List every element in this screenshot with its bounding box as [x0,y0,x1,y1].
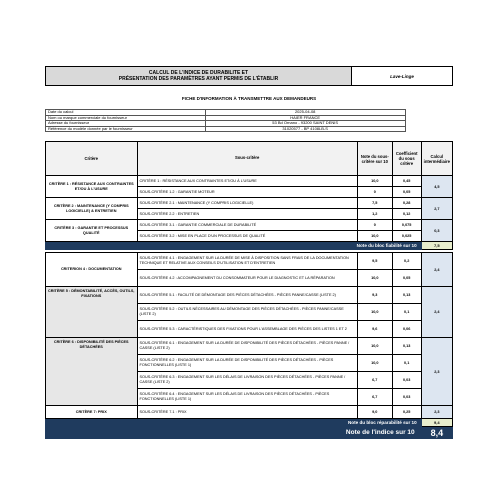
document-header [45,66,453,86]
coef-cell: 0,05 [392,187,421,198]
subcriteria-cell: SOUS-CRITÈRE 4.2 : ACCOMPAGNEMENT DU CONSOMMATEUR POUR LE DIAGNOSTIC ET LA RÉPARATION [137,270,357,287]
criteria-cell: CRITÈRE 2 : MAINTENANCE (Y COMPRIS LOGICIELLE) & ENTRETIEN [46,198,138,220]
intermediate-cell: 2,3 [421,406,452,419]
table-row [46,253,453,270]
intermediate-cell: 2,3 [421,338,452,406]
coef-cell: 0,075 [392,220,421,231]
col-header-coef: Coefficient du sous critère [392,142,421,176]
subcriteria-cell: SOUS-CRITÈRE 7.1 : PRIX [137,406,357,419]
table-header-row [46,142,453,176]
note-cell: 10,0 [357,270,392,287]
criteria-cell: CRITÈRE 3 : GARANTIE ET PROCESSUS QUALITÉ [46,220,138,242]
coef-cell: 0,13 [392,338,421,355]
info-value: 31020577 - BP 4108LB-S [205,126,405,132]
reparabilite-summary-row [46,419,453,427]
intermediate-cell: 2,4 [421,253,452,287]
table-row [46,220,453,231]
fiabilite-summary-row [46,242,453,250]
final-score-label: Note de l'indice sur 10 [46,427,422,439]
info-value: 2025-04-08 [205,110,405,116]
subcriteria-cell: SOUS-CRITÈRE 4.1 : ENGAGEMENT SUR LA DURÉE DE MISE À DISPOSITION SANS FRAIS DE LA DOCUMENTATION TECHNIQUE ET RELATIVE AUX CONSEILS D'UTILISATION ET D'ENTRETIEN [137,253,357,270]
note-cell: 9,5 [357,253,392,270]
note-cell: 6,7 [357,372,392,389]
subcriteria-cell: SOUS-CRITÈRE 6.3 : ENGAGEMENT SUR LES DÉLAIS DE LIVRAISON DES PIÈCES DÉTACHÉES - PIÈCES PANNE / CASSE (LISTE 2) [137,372,357,389]
product-type: Lave-Linge [390,73,414,79]
col-header-note: Note du sous-critère sur 10 [357,142,392,176]
subcriteria-cell: SOUS-CRITÈRE 5.2 : OUTILS NÉCESSAIRES AU DÉMONTAGE DES PIÈCES DÉTACHÉES - PIÈCES PANNE/CASSE (LISTE 2) [137,304,357,321]
coef-cell: 0,025 [392,231,421,242]
note-cell: 9,3 [357,287,392,304]
subcriteria-cell: SOUS-CRITÈRE 3.2 : MISE EN PLACE D'UN PROCESSUS DE QUALITÉ [137,231,357,242]
info-spacer [405,126,453,132]
subcriteria-cell: SOUS-CRITÈRE 3.1 : GARANTIE COMMERCIALE DE DURABILITÉ [137,220,357,231]
criteria-cell: CRITÈRE 6 : DISPONIBILITÉ DES PIÈCES DÉTACHÉES [46,338,138,406]
table-row [46,406,453,419]
subcriteria-cell: SOUS-CRITÈRE 5.3 : CARACTÉRISTIQUES DES FIXATIONS POUR L'ASSEMBLAGE DES PIÈCES DES LISTES 1 ET 2 [137,321,357,338]
table-row [46,176,453,187]
subcriteria-cell: SOUS-CRITÈRE 2.2 : ENTRETIEN [137,209,357,220]
intermediate-cell: 0,3 [421,220,452,242]
criteria-cell: CRITÈRE 5 : DÉMONTABILITÉ, ACCÈS, OUTILS, FIXATIONS [46,287,138,338]
info-label: Nom ou marque commerciale du fournisseur [46,115,206,121]
coef-cell: 0,1 [392,355,421,372]
note-cell: 10,0 [357,355,392,372]
intermediate-cell: 2,4 [421,287,452,338]
info-value: HAIER FRANCE [205,115,405,121]
info-row-reference [46,126,454,132]
note-cell: 0 [357,220,392,231]
note-cell: 10,0 [357,176,392,187]
criteria-cell: CRITÈRE 7: PRIX [46,406,138,419]
final-score-value: 8,4 [421,427,452,439]
subcriteria-cell: SOUS-CRITÈRE 6.4 : ENGAGEMENT SUR LES DÉLAIS DE LIVRAISON DES PIÈCES DÉTACHÉES - PIÈCES FONCTIONNELLES (LISTE 1) [137,389,357,406]
coef-cell: 0,28 [392,198,421,209]
reparabilite-value: 9,4 [421,419,452,427]
fiabilite-label: Note du bloc fiabilité sur 10 [46,242,422,250]
coef-cell: 0,1 [392,304,421,321]
coef-cell: 0,06 [392,321,421,338]
coef-cell: 0,2 [392,253,421,270]
coef-cell: 0,13 [392,287,421,304]
reparabilite-label: Note du bloc réparabilité sur 10 [46,419,422,427]
col-header-calc: Calcul intermédiaire [421,142,452,176]
note-cell: 10,0 [357,304,392,321]
coef-cell: 0,05 [392,270,421,287]
note-cell: 10,0 [357,338,392,355]
coef-cell: 0,03 [392,372,421,389]
title-line-2: PRÉSENTATION DES PARAMÈTRES AYANT PERMIS DE L'ÉTABLIR [118,76,279,82]
subcriteria-cell: CRITÈRE 1 : RÉSISTANCE AUX CONTRAINTES ET/OU À L'USURE [137,176,357,187]
coef-cell: 0,03 [392,389,421,406]
table-row [46,338,453,355]
table-row [46,287,453,304]
subcriteria-cell: SOUS-CRITÈRE 2.1 : MAINTENANCE (Y COMPRIS LOGICIELLE) [137,198,357,209]
subcriteria-cell: SOUS-CRITÈRE 6.1 : ENGAGEMENT SUR LA DURÉE DE DISPONIBILITÉ DES PIÈCES DÉTACHÉES - PIÈCES PANNE / CASSE (LISTE 2) [137,338,357,355]
title-line-1: CALCUL DE L'INDICE DE DURABILITE ET [148,69,249,76]
criteria-cell: CRITÈRE 1 : RÉSISTANCE AUX CONTRAINTES ET/OU À L'USURE [46,176,138,198]
note-cell: 1,2 [357,209,392,220]
note-cell: 0 [357,187,392,198]
document-title [46,67,352,85]
subcriteria-cell: SOUS-CRITÈRE 5.1 : FACILITÉ DE DÉMONTAGE DES PIÈCES DÉTACHÉES - PIÈCES PANNE/CASSE (LISTE 2) [137,287,357,304]
note-cell: 9,0 [357,406,392,419]
info-label: Date du calcul [46,110,206,116]
note-cell: 7,5 [357,198,392,209]
durability-table [45,141,453,439]
table-row [46,198,453,209]
note-cell: 9,6 [357,321,392,338]
subcriteria-cell: SOUS-CRITÈRE 1.2 : GARANTIE MOTEUR [137,187,357,198]
criteria-cell: CRITERION 4 : DOCUMENTATION [46,253,138,287]
note-cell: 6,7 [357,389,392,406]
fiabilite-value: 7,5 [421,242,452,250]
col-header-subcriteria: Sous-critère [137,142,357,176]
note-cell: 10,0 [357,231,392,242]
subcriteria-cell: SOUS-CRITÈRE 6.2 : ENGAGEMENT SUR LA DURÉE DE DISPONIBILITÉ DES PIÈCES DÉTACHÉES - PIÈCES FONCTIONNELLES (LISTE 1) [137,355,357,372]
intermediate-cell: 4,5 [421,176,452,198]
info-label: Référence du modèle donnée par le fournisseur [46,126,206,132]
coef-cell: 0,45 [392,176,421,187]
coef-cell: 0,25 [392,406,421,419]
info-value: 53 Bd Ornano - 93200 SAINT DENIS [205,121,405,127]
final-score-row [46,427,453,439]
coef-cell: 0,12 [392,209,421,220]
intermediate-cell: 2,7 [421,198,452,220]
col-header-criteria: Critère [46,142,138,176]
sheet-title: FICHE D'INFORMATION À TRANSMETTRE AUX DEMANDEURS [181,96,317,101]
info-table [45,109,453,132]
info-label: Adresse du fournisseur [46,121,206,127]
